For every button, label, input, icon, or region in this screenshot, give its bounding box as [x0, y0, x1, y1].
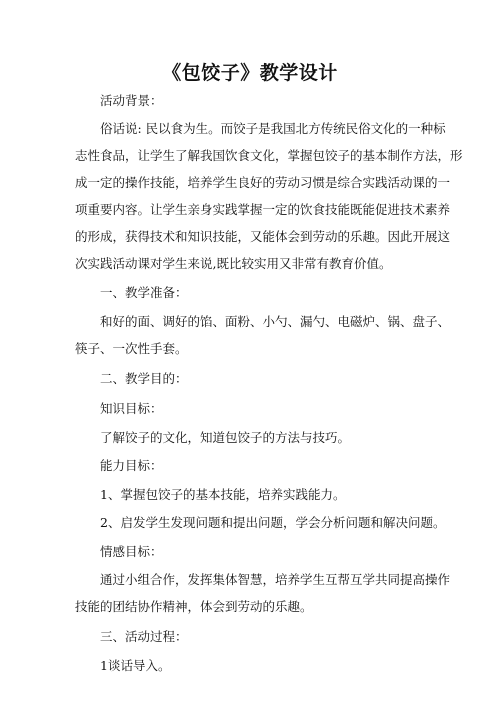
list-item: 1、掌握包饺子的基本技能，培养实践能力。: [100, 487, 346, 502]
list-item: 1谈话导入。: [100, 658, 171, 673]
list-item: 2、启发学生发现问题和提出问题，学会分析问题和解决问题。: [100, 515, 446, 530]
section-heading: 二、教学目的：: [100, 371, 188, 386]
paragraph-line: 志性食品，让学生了解我国饮食文化，掌握包饺子的基本制作方法，形: [75, 148, 463, 163]
section-heading: 三、活动过程：: [100, 629, 188, 644]
section-heading: 一、教学准备：: [100, 285, 188, 300]
paragraph-line: 和好的面、调好的馅、面粉、小勺、漏勺、电磁炉、锅、盘子、: [100, 314, 451, 329]
section-label-background: 活动背景：: [100, 93, 163, 108]
paragraph-line: 了解饺子的文化，知道包饺子的方法与技巧。: [100, 430, 351, 445]
paragraph-line: 的形成，获得技术和知识技能，又能体会到劳动的乐趣。因此开展这: [75, 229, 451, 244]
paragraph-line: 项重要内容。让学生亲身实践掌握一定的饮食技能既能促进技术素养: [75, 202, 451, 217]
paragraph-line: 成一定的操作技能，培养学生良好的劳动习惯是综合实践活动课的一: [75, 175, 451, 190]
paragraph-line: 筷子、一次性手套。: [75, 341, 188, 356]
paragraph-line: 技能的团结协作精神，体会到劳动的乐趣。: [75, 599, 313, 614]
paragraph-line: 通过小组合作，发挥集体智慧，培养学生互帮互学共同提高操作: [100, 572, 451, 587]
subsection-label: 能力目标：: [100, 458, 163, 473]
subsection-label: 情感目标：: [100, 544, 163, 559]
paragraph-line: 俗话说: 民以食为生。而饺子是我国北方传统民俗文化的一种标: [100, 121, 446, 136]
paragraph-line: 次实践活动课对学生来说,既比较实用又非常有教育价值。: [75, 256, 392, 271]
subsection-label: 知识目标：: [100, 401, 163, 416]
document-title: 《包饺子》教学设计: [162, 62, 338, 84]
